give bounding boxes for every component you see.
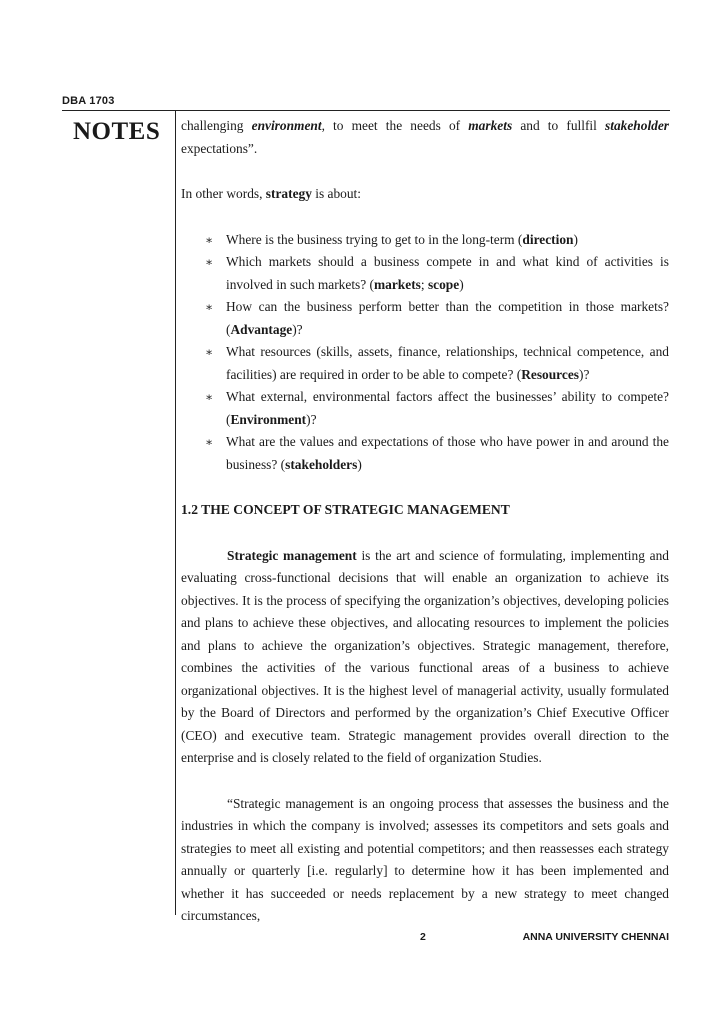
bullet-icon: ∗ <box>205 255 214 269</box>
page-number: 2 <box>420 931 426 943</box>
bullet-icon: ∗ <box>205 345 214 359</box>
bullet-icon: ∗ <box>205 232 214 247</box>
bullet-icon: ∗ <box>205 300 214 314</box>
intro-paragraph: challenging environment, to meet the needs of markets and to fullfil stakeholder expectations”. <box>181 118 670 156</box>
page-body <box>181 115 669 928</box>
bullet-icon: ∗ <box>205 435 214 449</box>
section-heading: 1.2 THE CONCEPT OF STRATEGIC MANAGEMENT <box>181 502 510 517</box>
list-item: ∗ What resources (skills, assets, finance, relationships, technical competence, and facilities) are required in order to be able to compete? (Resources)? <box>181 341 669 386</box>
header-divider <box>62 110 670 111</box>
list-item: ∗ Which markets should a business compete in and what kind of activities is involved in such markets? (markets; scope) <box>181 251 669 296</box>
list-item: ∗ How can the business perform better than the competition in those markets? (Advantage)? <box>181 296 669 341</box>
bullet-icon: ∗ <box>205 390 214 404</box>
strategy-questions-list <box>181 229 669 477</box>
list-item: ∗ What external, environmental factors affect the businesses’ ability to compete? (Environment)? <box>181 386 669 431</box>
notes-margin-label: NOTES <box>73 118 161 145</box>
list-item: ∗ Where is the business trying to get to in the long-term (direction) <box>181 229 669 252</box>
quote-paragraph: “Strategic management is an ongoing process that assesses the business and the industries in which the company is involved; assesses its competitors and sets goals and strategies to meet all existing and potential competitors; and then reassesses each strategy annually or quarterly [i.e. regularly] to determine how it has been implemented and whether it has succeeded or needs replacement by a new strategy to meet changed circumstances, <box>181 795 669 923</box>
margin-divider <box>175 111 176 915</box>
document-code: DBA 1703 <box>62 95 115 107</box>
list-item: ∗ What are the values and expectations of those who have power in and around the business? (stakeholders) <box>181 431 669 476</box>
strategic-management-paragraph: Strategic management is the art and science of formulating, implementing and evaluating cross-functional decisions that will enable an organization to achieve its objectives. It is the process of specifying the organization’s objectives, developing policies and plans to achieve these objectives, and allocating resources to implement the policies and plans to achieve the organization’s objectives. Strategic management, therefore, combines the activities of the various functional areas of a business to achieve organizational objectives. It is the highest level of managerial activity, usually formulated by the Board of Directors and performed by the organization’s Chief Executive Officer (CEO) and executive team. Strategic management provides overall direction to the enterprise and is closely related to the field of organization Studies. <box>181 547 670 765</box>
footer-university: ANNA UNIVERSITY CHENNAI <box>522 931 669 943</box>
in-other-words-paragraph: In other words, strategy is about: <box>181 186 362 201</box>
